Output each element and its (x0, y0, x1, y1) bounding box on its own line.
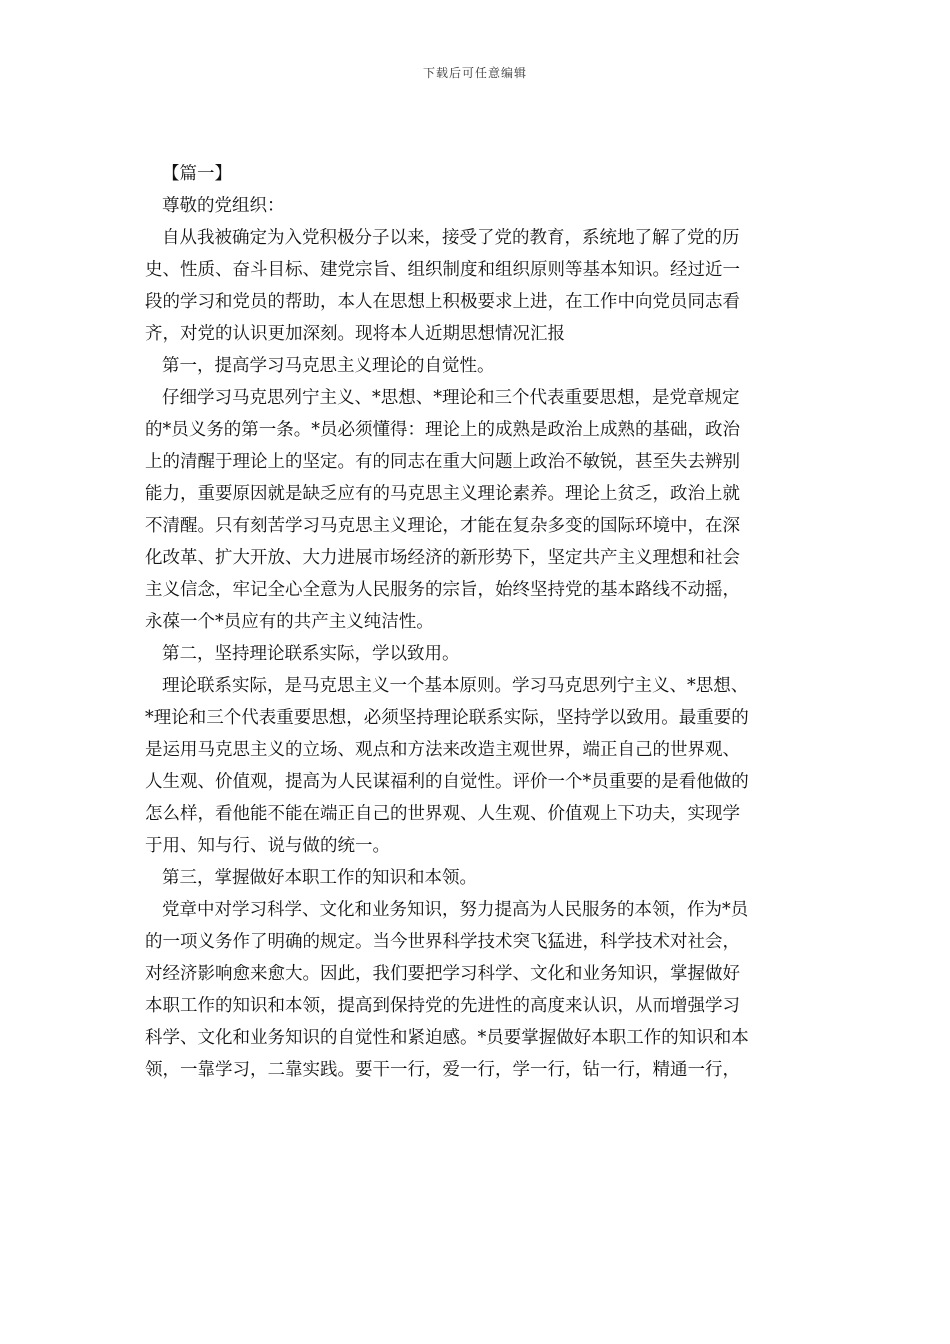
paragraph-line: 齐，对党的认识更加深刻。现将本人近期思想情况汇报 (145, 324, 565, 344)
paragraph-line: 不清醒。只有刻苦学习马克思主义理论，才能在复杂多变的国际环境中，在深 (145, 516, 740, 536)
paragraph-line: 史、性质、奋斗目标、建党宗旨、组织制度和组织原则等基本知识。经过近一 (145, 260, 740, 280)
paragraph-2 (145, 382, 810, 638)
paragraph-line: 科学、文化和业务知识的自觉性和紧迫感。*员要掌握做好本职工作的知识和本 (145, 1028, 749, 1048)
paragraph-line: 上的清醒于理论上的坚定。有的同志在重大问题上政治不敏锐，甚至失去辨别 (145, 452, 740, 472)
paragraph-line: 本职工作的知识和本领，提高到保持党的先进性的高度来认识，从而增强学习 (145, 996, 740, 1016)
heading-first: 第一，提高学习马克思主义理论的自觉性。 (162, 356, 495, 376)
paragraph-line: 段的学习和党员的帮助，本人在思想上积极要求上进，在工作中向党员同志看 (145, 292, 740, 312)
paragraph-line: 理论联系实际，是马克思主义一个基本原则。学习马克思列宁主义、*思想、 (162, 676, 749, 696)
paragraph-line: 的一项义务作了明确的规定。当今世界科学技术突飞猛进，科学技术对社会， (145, 932, 740, 952)
paragraph-line: 能力，重要原因就是缺乏应有的马克思主义理论素养。理论上贫乏，政治上就 (145, 484, 740, 504)
paragraph-3 (145, 670, 810, 862)
paragraph-line: 人生观、价值观，提高为人民谋福利的自觉性。评价一个*员重要的是看他做的 (145, 772, 749, 792)
paragraph-line: 领，一靠学习，二靠实践。要干一行，爱一行，学一行，钻一行，精通一行， (145, 1060, 740, 1080)
paragraph-line: 于用、知与行、说与做的统一。 (145, 836, 390, 856)
paragraph-line: 自从我被确定为入党积极分子以来，接受了党的教育，系统地了解了党的历 (162, 228, 740, 248)
paragraph-line: 化改革、扩大开放、大力进展市场经济的新形势下，坚定共产主义理想和社会 (145, 548, 740, 568)
header-note: 下载后可任意编辑 (422, 66, 527, 80)
paragraph-line: 主义信念，牢记全心全意为人民服务的宗旨，始终坚持党的基本路线不动摇， (145, 580, 740, 600)
salutation: 尊敬的党组织： (162, 196, 285, 216)
paragraph-line: 仔细学习马克思列宁主义、*思想、*理论和三个代表重要思想，是党章规定 (162, 388, 740, 408)
paragraph-line: 怎么样，看他能不能在端正自己的世界观、人生观、价值观上下功夫，实现学 (145, 804, 740, 824)
paragraph-4 (145, 894, 810, 1086)
document-body (145, 158, 810, 1086)
paragraph-line: 是运用马克思主义的立场、观点和方法来改造主观世界，端正自己的世界观、 (145, 740, 740, 760)
paragraph-line: 党章中对学习科学、文化和业务知识，努力提高为人民服务的本领，作为*员 (162, 900, 749, 920)
paragraph-line: 对经济影响愈来愈大。因此，我们要把学习科学、文化和业务知识，掌握做好 (145, 964, 740, 984)
paragraph-line: 的*员义务的第一条。*员必须懂得：理论上的成熟是政治上成熟的基础，政治 (145, 420, 740, 440)
paragraph-line: *理论和三个代表重要思想，必须坚持理论联系实际，坚持学以致用。最重要的 (145, 708, 749, 728)
paragraph-line: 永葆一个*员应有的共产主义纯洁性。 (145, 612, 434, 632)
heading-third: 第三，掌握做好本职工作的知识和本领。 (162, 868, 477, 888)
heading-second: 第二，坚持理论联系实际，学以致用。 (162, 644, 460, 664)
section-title: 【篇一】 (162, 164, 232, 184)
paragraph-1 (145, 222, 810, 350)
